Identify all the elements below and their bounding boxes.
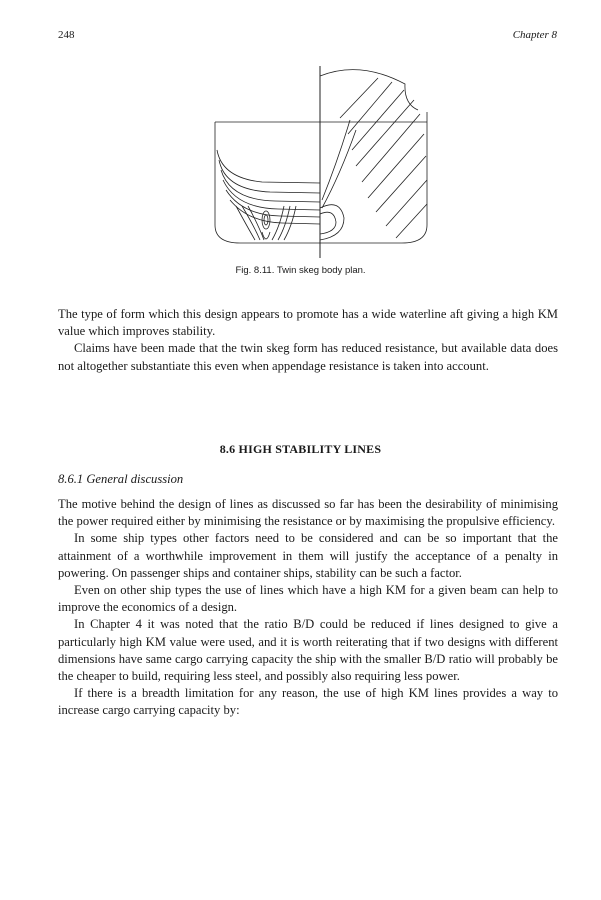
paragraph: The motive behind the design of lines as discussed so far has been the desirability of minimising the power required either by minimising the resistance or by maximising the propulsive efficiency. (58, 497, 558, 529)
page-number: 248 (58, 29, 75, 41)
hull-outline (215, 112, 427, 243)
running-head: Chapter 8 (512, 29, 557, 41)
body-text (58, 496, 558, 720)
section-heading: 8.6 HIGH STABILITY LINES (219, 442, 382, 456)
paragraph: Claims have been made that the twin skeg form has reduced resistance, but available data does not altogether substantiate this even when appendage resistance is taken into account. (58, 341, 558, 373)
body-plan-figure (205, 62, 435, 262)
shaft-boss (262, 211, 270, 229)
paragraph: In some ship types other factors need to be considered and can be so important that the attainment of a worthwhile improvement in them will justify the acceptance of a penalty in powering. On passenger ships and container ships, stability can be such a factor. (58, 531, 558, 580)
figure-caption: Fig. 8.11. Twin skeg body plan. (235, 265, 366, 276)
bow-bulb (320, 205, 344, 240)
subsection-heading: 8.6.1 General discussion (58, 472, 184, 486)
paragraph: If there is a breadth limitation for any reason, the use of high KM lines provides a way to increase cargo carrying capacity by: (58, 686, 558, 718)
paragraph: The type of form which this design appears to promote has a wide waterline aft giving a high KM value which improves stability. (58, 307, 558, 339)
paragraph: Even on other ship types the use of lines which have a high KM for a given beam can help to improve the economics of a design. (58, 583, 558, 615)
intro-text (58, 306, 558, 375)
paragraph: In Chapter 4 it was noted that the ratio B/D could be reduced if lines designed to give a particularly high KM value were used, and it is worth reiterating that if two designs with different dimensions have same cargo carrying capacity the ship with the smaller B/D ratio will probably be the cheaper to build, requiring less steel, and possibly also requiring less power. (58, 617, 558, 684)
